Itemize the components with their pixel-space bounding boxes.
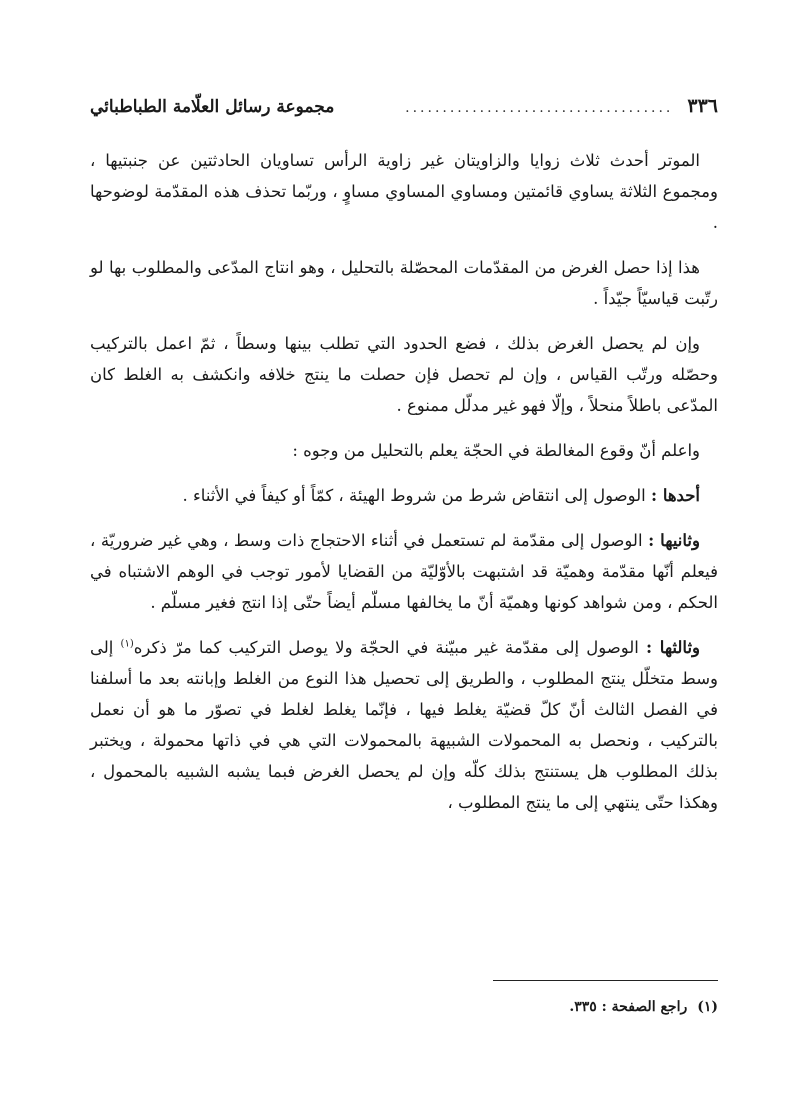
footnote-text: راجع الصفحة : ٣٣٥. xyxy=(569,999,688,1015)
paragraph-4 xyxy=(90,435,718,466)
aspect-heading-second: وثانيها : xyxy=(648,531,700,550)
paragraph-third-aspect xyxy=(90,632,718,818)
paragraph-text: الموتر أحدث ثلاث زوايا والزاويتان غير زاوية الرأس تساويان الحادثتين عن جنبتيها ، ومجموع الثلاثة يساوي قائمتين ومساوي المساوي مساوٍ ، وربّما تحذف هذه المقدّمة لوضوحها . xyxy=(90,151,718,232)
book-page xyxy=(90,95,718,1095)
paragraph-3 xyxy=(90,328,718,421)
header-leader-dots: .................................... xyxy=(405,100,674,116)
paragraph-first-aspect xyxy=(90,480,718,511)
paragraph-second-aspect xyxy=(90,525,718,618)
aspect-heading-first: أحدها : xyxy=(650,486,700,505)
paragraph-text: الوصول إلى انتقاض شرط من شروط الهيئة ، كمّاً أو كيفاً في الأثناء . xyxy=(182,486,651,505)
running-header xyxy=(90,95,718,129)
paragraph-text: الوصول إلى مقدّمة غير مبيّنة في الحجّة ولا يوصل التركيب كما مرّ ذكره xyxy=(133,638,647,657)
paragraph-text-continued: إلى وسط متخلّل ينتج المطلوب ، والطريق إلى تحصيل هذا النوع من الغلط وإبانته بعد ما أسلفنا في الفصل الثالث أنّ كلّ قضيّة يغلط فيها ، فإنّما يغلط لغلط في تصوّر ما هو أن نعمل بالتركيب ، ونحصل به المحمولات الشبيهة بالمحمولات التي هي في ذاتها محمولة ، ويختبر بذلك المطلوب هل يستنتج بذلك كلّه وإن لم يحصل الغرض فبما يشبه الشبيه بالمحمول ، وهكذا حتّى ينتهي إلى ما ينتج المطلوب ، xyxy=(90,638,718,812)
page-number: ٣٣٦ xyxy=(687,95,718,117)
paragraph-text: واعلم أنّ وقوع المغالطة في الحجّة يعلم بالتحليل من وجوه : xyxy=(292,441,700,460)
paragraph-1 xyxy=(90,145,718,238)
page-body xyxy=(90,145,718,818)
footnote-divider xyxy=(493,980,718,981)
paragraph-text: هذا إذا حصل الغرض من المقدّمات المحصّلة بالتحليل ، وهو انتاج المدّعى والمطلوب بها لو رتّبت قياسيّاً جيّداً . xyxy=(90,258,718,308)
footnote-marker[interactable]: (١) xyxy=(120,638,134,650)
aspect-heading-third: وثالثها : xyxy=(646,638,701,657)
paragraph-text: الوصول إلى مقدّمة لم تستعمل في أثناء الاحتجاج ذات وسط ، وهي غير ضروريّة ، فيعلم أنّها مقدّمة وهميّة قد اشتبهت بالأوّليّة من القضايا لأمور توجب في الوهم الاشتباه في الحكم ، ومن شواهد كونها وهميّة أنّ ما يخالفها مسلّم أيضاً حتّى إذا انتج فغير مسلّم . xyxy=(90,531,718,612)
paragraph-2 xyxy=(90,252,718,314)
paragraph-text: وإن لم يحصل الغرض بذلك ، فضع الحدود التي تطلب بينها وسطاً ، ثمّ اعمل بالتركيب وحصّله ورتّب القياس ، وإن لم تحصل فإن حصلت ما ينتج خلافه وانكشف به الغلط كان المدّعى باطلاً منحلاً ، وإلّا فهو غير مدلّل ممنوع . xyxy=(90,334,718,415)
footnote-number: (١) xyxy=(697,999,718,1015)
book-title: مجموعة رسائل العلّامة الطباطبائي xyxy=(90,97,335,117)
footnote xyxy=(569,999,718,1015)
